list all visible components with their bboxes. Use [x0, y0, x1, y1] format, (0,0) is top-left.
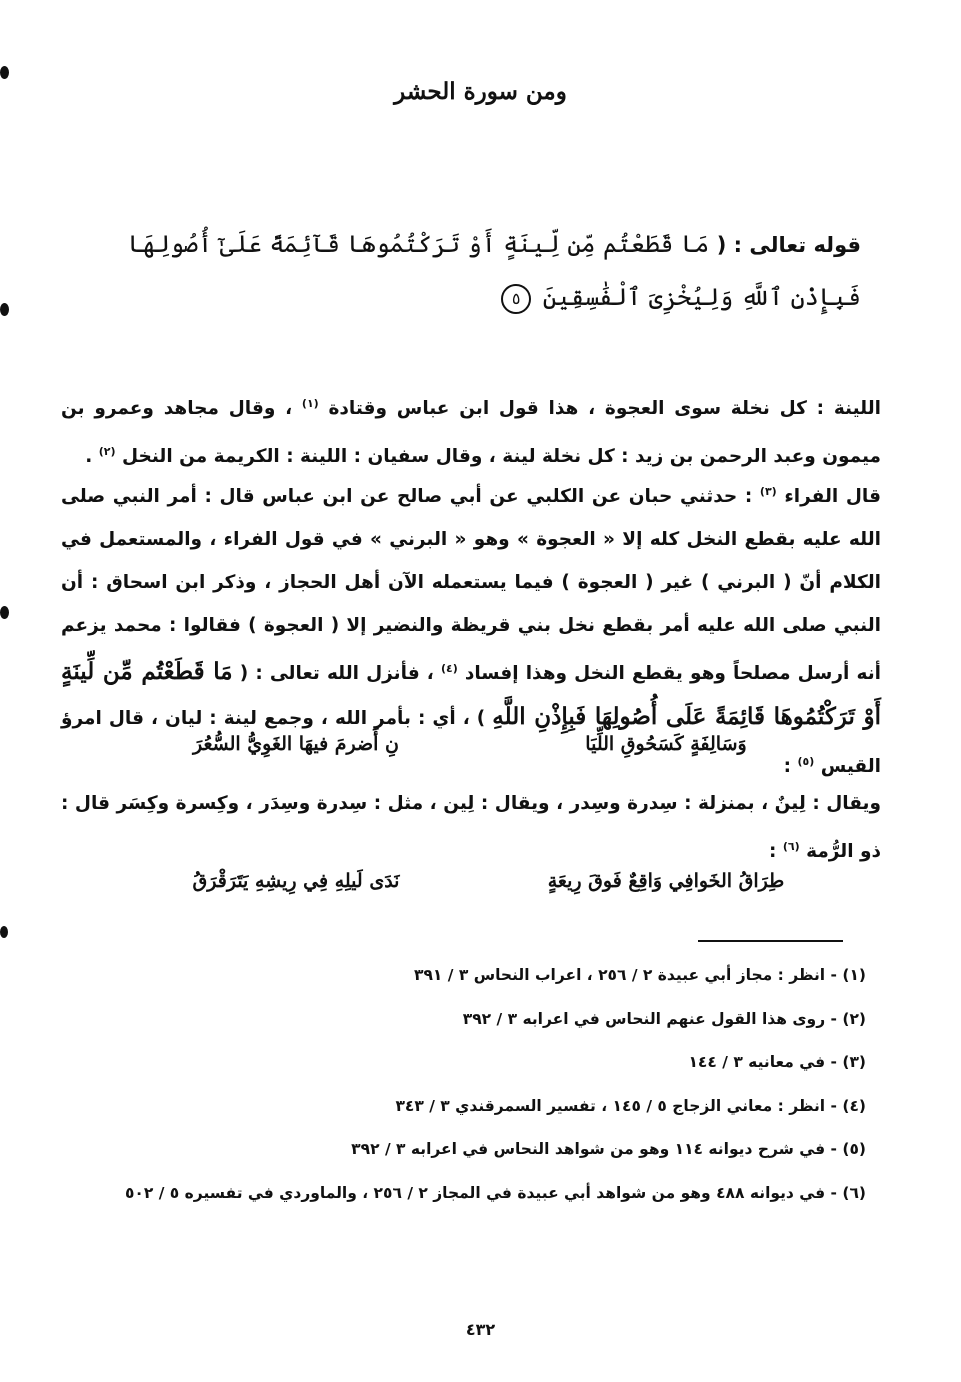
poem-hemistich-second: نِ أَضرمَ فيهَا الغَوِيُّ السُّعُرَ	[192, 733, 400, 755]
scan-mark	[0, 926, 8, 938]
footnote: (٦) - في ديوانه ٤٨٨ وهو من شواهد أبي عبيدة في المجاز ٢ / ٢٥٦ ، والماوردي في تفسيره ٥ / ٥٠٢	[124, 1183, 866, 1202]
footnote: (٣) - في معانيه ٣ / ١٤٤	[688, 1053, 866, 1071]
scan-mark	[0, 606, 9, 619]
page-number: ٤٣٢	[465, 1320, 496, 1339]
scan-mark	[0, 303, 9, 316]
paragraph: اللينة : كل نخلة سوى العجوة ، هذا قول ابن عباس وقتادة $^{(١)}$ ، وقال مجاهد وعمرو بن ميمون وعبد الرحمن بن زيد : كل نخلة لينة ، وقال سفيان : اللينة : الكريمة من النخل $^{(٢)}$ .	[61, 397, 881, 468]
poem-hemistich-first: طِرَاقُ الخَوافِي وَاقِعٌ فَوقَ رِيعَةٍ	[547, 870, 785, 892]
paragraph: ويقال : لِينٌ ، بمنزلة : سِدرة وسِدر ، ويقال : لِين ، مثل : سِدرة وسِدَر ، وكِسرة وكِسَر قال : ذو الرُّمة $^{(٦)}$ :	[61, 793, 881, 863]
inline-verse-quote: مَا قَطَعْتُم مِّن لِّينَةٍ أَوْ تَرَكْتُمُوهَا قَائِمَةً عَلَى أُصُولِهَا فَبِإِذْنِ اللَّهِ	[61, 658, 881, 731]
paragraph: قال الفراء $^{(٣)}$ : حدثني حبان عن الكلبي عن أبي صالح عن ابن عباس قال : أمر النبي صلى الله عليه بقطع النخل كله إلا « العجوة » وهو « البرني » في قول الفراء ، والمستعمل في الكلام أنّ ( البرني ) غير ( العجوة ) فيما يستعمله الآن أهل الحجاز ، وذكر ابن اسحاق : أن النبي صلى الله عليه أمر بقطع نخل بني قريظة والنضير إلا ( العجوة ) فقالوا : محمد يزعم أنه أرسل مصلحاً وهو يقطع النخل وهذا إفساد $^{(٤)}$ ، فأنزل الله تعالى : ( مَا قَطَعْتُم مِّن لِّينَةٍ أَوْ تَرَكْتُمُوهَا قَائِمَةً عَلَى أُصُولِهَا فَبِإِذْنِ اللَّهِ ) ، أي : بأمر الله ، وجمع لينة : ليان ، قال امرؤ القيس $^{(٥)}$ :	[61, 485, 881, 778]
quran-verse	[101, 218, 861, 323]
footnote-ref[interactable]: (١)	[301, 397, 319, 410]
verse-number-marker: ٥	[501, 284, 531, 314]
poem-verse	[131, 733, 831, 755]
verse-intro: قوله تعالى : (	[716, 233, 861, 257]
footnote-ref[interactable]: (٣)	[759, 485, 777, 498]
footnote: (١) - انظر : مجاز أبي عبيدة ٢ / ٢٥٦ ، اعراب النحاس ٣ / ٣٩١	[413, 966, 866, 984]
page-header: ومن سورة الحشر	[394, 78, 567, 105]
footnote: (٥) - في شرح ديوانه ١١٤ وهو من شواهد النحاس في اعرابه ٣ / ٣٩٢	[351, 1140, 866, 1158]
poem-hemistich-first: وَسَالِفَةٍ كَسَحُوقِ اللِّيَا	[585, 733, 747, 755]
footnotes	[76, 960, 866, 1221]
poem-hemistich-second: نَدَى لَيلِهِ فِي رِيشِهِ يَتَرَقْرَقُ	[192, 870, 400, 892]
footnote: (٢) - روى هذا القول عنهم النحاس في اعرابه ٣ / ٣٩٢	[462, 1009, 866, 1028]
footnote-separator	[698, 940, 843, 942]
footnote-ref[interactable]: (٥)	[797, 755, 815, 769]
verse-text: مَا قَطَعْتُم مِّن لِّينَةٍ أَوْ تَرَكْتُمُوهَا قَآئِمَةً عَلَىٰٓ أُصُولِهَا فَبِإِذْنِ ٱللَّهِ وَلِيُخْزِىَ ٱلْفَٰسِقِينَ	[127, 230, 861, 311]
footnote-ref[interactable]: (٢)	[98, 445, 116, 459]
poem-verse	[131, 870, 831, 892]
footnote-ref[interactable]: (٦)	[782, 840, 800, 853]
footnote-ref[interactable]: (٤)	[440, 662, 458, 676]
footnote: (٤) - انظر : معاني الزجاج ٥ / ١٤٥ ، تفسير السمرقندي ٣ / ٣٤٣	[395, 1096, 866, 1115]
